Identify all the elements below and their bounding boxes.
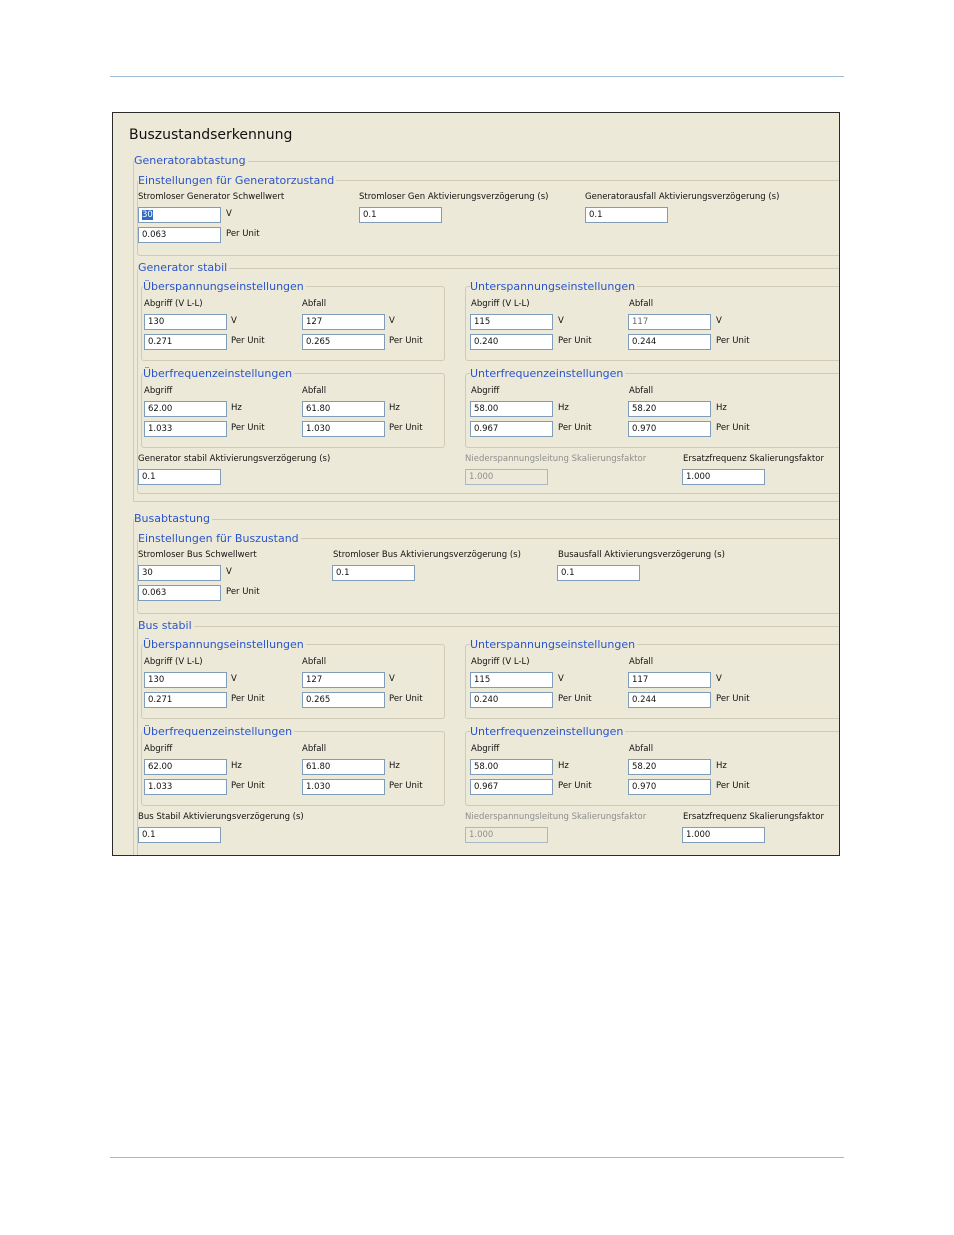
- gen-ov-dropout-v-field[interactable]: 127: [302, 314, 385, 330]
- gen-stable-delay-label: Generator stabil Aktivierungsverzögerung (s): [138, 454, 331, 464]
- gen-ov-dropout-label: Abfall: [302, 299, 327, 309]
- bus-stable-title: Bus stabil: [138, 619, 192, 632]
- gen-of-dropout-label: Abfall: [302, 386, 327, 396]
- bus-stable-delay-label: Bus Stabil Aktivierungsverzögerung (s): [138, 812, 304, 822]
- bus-condition-detection-panel: [112, 112, 840, 856]
- bus-dead-delay-label: Stromloser Bus Aktivierungsverzögerung (s): [333, 550, 521, 560]
- gen-of-pickup-hz-field[interactable]: 62.00: [144, 401, 227, 417]
- unit-hz-label: Hz: [716, 761, 727, 771]
- bus-ov-pickup-label: Abgriff (V L-L): [144, 657, 203, 667]
- unit-per-unit-label: Per Unit: [389, 781, 423, 791]
- bus-section-rule: [209, 519, 840, 520]
- bus-of-dropout-hz-field[interactable]: 61.80: [302, 759, 385, 775]
- unit-v-label: V: [226, 567, 232, 577]
- gen-uv-pickup-label: Abgriff (V L-L): [471, 299, 530, 309]
- unit-per-unit-label: Per Unit: [716, 336, 750, 346]
- bus-dead-delay-field[interactable]: 0.1: [332, 565, 415, 581]
- unit-per-unit-label: Per Unit: [231, 694, 265, 704]
- bus-section-border: [133, 519, 134, 856]
- bus-ov-dropout-pu-field[interactable]: 0.265: [302, 692, 385, 708]
- bus-uf-dropout-pu-field[interactable]: 0.970: [628, 779, 711, 795]
- unit-per-unit-label: Per Unit: [389, 423, 423, 433]
- bus-of-pickup-hz-field[interactable]: 62.00: [144, 759, 227, 775]
- unit-v-label: V: [716, 316, 722, 326]
- bus-uf-dropout-hz-field[interactable]: 58.20: [628, 759, 711, 775]
- unit-per-unit-label: Per Unit: [716, 781, 750, 791]
- gen-lv-scale-label: Niederspannungsleitung Skalierungsfaktor: [465, 454, 647, 464]
- unit-v-label: V: [389, 674, 395, 684]
- unit-per-unit-label: Per Unit: [389, 694, 423, 704]
- unit-per-unit-label: Per Unit: [716, 423, 750, 433]
- bus-uf-title: Unterfrequenzeinstellungen: [470, 725, 624, 738]
- panel-title: Buszustandserkennung: [129, 127, 293, 143]
- gen-uf-pickup-label: Abgriff: [471, 386, 500, 396]
- gen-dead-delay-label: Stromloser Gen Aktivierungsverzögerung (s): [359, 192, 549, 202]
- gen-uv-dropout-v-field[interactable]: 117: [628, 314, 711, 330]
- unit-per-unit-label: Per Unit: [558, 423, 592, 433]
- bus-ov-pickup-pu-field[interactable]: 0.271: [144, 692, 227, 708]
- bus-uv-title: Unterspannungseinstellungen: [470, 638, 636, 651]
- unit-v-label: V: [389, 316, 395, 326]
- bus-uv-pickup-v-field[interactable]: 115: [470, 672, 553, 688]
- gen-uv-dropout-label: Abfall: [629, 299, 654, 309]
- bus-of-dropout-label: Abfall: [302, 744, 327, 754]
- bus-uf-pickup-pu-field[interactable]: 0.967: [470, 779, 553, 795]
- bus-fail-delay-label: Busausfall Aktivierungsverzögerung (s): [558, 550, 725, 560]
- bus-dead-threshold-v-field[interactable]: 30: [138, 565, 221, 581]
- gen-section-title: Generatorabtastung: [134, 154, 246, 167]
- bus-uv-pickup-pu-field[interactable]: 0.240: [470, 692, 553, 708]
- unit-per-unit-label: Per Unit: [558, 781, 592, 791]
- bus-of-pickup-pu-field[interactable]: 1.033: [144, 779, 227, 795]
- unit-hz-label: Hz: [389, 403, 400, 413]
- unit-hz-label: Hz: [389, 761, 400, 771]
- unit-hz-label: Hz: [716, 403, 727, 413]
- bus-ov-pickup-v-field[interactable]: 130: [144, 672, 227, 688]
- bus-state-title: Einstellungen für Buszustand: [138, 532, 299, 545]
- unit-per-unit-label: Per Unit: [226, 229, 260, 239]
- gen-dead-threshold-v-value: 30: [142, 210, 153, 220]
- gen-of-title: Überfrequenzeinstellungen: [143, 367, 293, 380]
- bus-dead-threshold-label: Stromloser Bus Schwellwert: [138, 550, 257, 560]
- unit-v-label: V: [226, 209, 232, 219]
- bus-dead-threshold-pu-field[interactable]: 0.063: [138, 585, 221, 601]
- bus-uv-pickup-label: Abgriff (V L-L): [471, 657, 530, 667]
- gen-altfreq-scale-label: Ersatzfrequenz Skalierungsfaktor: [683, 454, 824, 464]
- gen-uv-dropout-pu-field[interactable]: 0.244: [628, 334, 711, 350]
- gen-fail-delay-label: Generatorausfall Aktivierungsverzögerung (s): [585, 192, 780, 202]
- gen-of-pickup-label: Abgriff: [144, 386, 173, 396]
- gen-uf-pickup-pu-field[interactable]: 0.967: [470, 421, 553, 437]
- bus-uv-dropout-pu-field[interactable]: 0.244: [628, 692, 711, 708]
- bus-of-title: Überfrequenzeinstellungen: [143, 725, 293, 738]
- bus-uf-dropout-label: Abfall: [629, 744, 654, 754]
- gen-state-title: Einstellungen für Generatorzustand: [138, 174, 335, 187]
- bus-uv-dropout-label: Abfall: [629, 657, 654, 667]
- unit-per-unit-label: Per Unit: [558, 694, 592, 704]
- page-footer-rule: [110, 1157, 844, 1158]
- unit-v-label: V: [231, 674, 237, 684]
- gen-fail-delay-field[interactable]: 0.1: [585, 207, 668, 223]
- unit-per-unit-label: Per Unit: [226, 587, 260, 597]
- bus-stable-delay-field[interactable]: 0.1: [138, 827, 221, 843]
- bus-altfreq-scale-field[interactable]: 1.000: [682, 827, 765, 843]
- unit-v-label: V: [558, 674, 564, 684]
- bus-uf-pickup-hz-field[interactable]: 58.00: [470, 759, 553, 775]
- gen-section-bottom: [133, 501, 840, 502]
- unit-per-unit-label: Per Unit: [231, 781, 265, 791]
- unit-per-unit-label: Per Unit: [231, 423, 265, 433]
- gen-uf-dropout-label: Abfall: [629, 386, 654, 396]
- bus-uf-pickup-label: Abgriff: [471, 744, 500, 754]
- gen-uf-dropout-hz-field[interactable]: 58.20: [628, 401, 711, 417]
- gen-ov-pickup-v-field[interactable]: 130: [144, 314, 227, 330]
- unit-hz-label: Hz: [231, 403, 242, 413]
- gen-uf-pickup-hz-field[interactable]: 58.00: [470, 401, 553, 417]
- unit-per-unit-label: Per Unit: [558, 336, 592, 346]
- gen-uv-pickup-v-field[interactable]: 115: [470, 314, 553, 330]
- gen-uv-title: Unterspannungseinstellungen: [470, 280, 636, 293]
- unit-hz-label: Hz: [558, 761, 569, 771]
- page-header-rule: [110, 76, 844, 77]
- gen-of-dropout-hz-field[interactable]: 61.80: [302, 401, 385, 417]
- bus-lv-scale-field[interactable]: 1.000: [465, 827, 548, 843]
- bus-of-dropout-pu-field[interactable]: 1.030: [302, 779, 385, 795]
- gen-ov-title: Überspannungseinstellungen: [143, 280, 304, 293]
- unit-hz-label: Hz: [558, 403, 569, 413]
- gen-section-border: [133, 161, 134, 501]
- bus-ov-dropout-v-field[interactable]: 127: [302, 672, 385, 688]
- unit-v-label: V: [558, 316, 564, 326]
- unit-v-label: V: [716, 674, 722, 684]
- bus-lv-scale-label: Niederspannungsleitung Skalierungsfaktor: [465, 812, 647, 822]
- gen-dead-threshold-v-field[interactable]: [138, 207, 221, 223]
- unit-v-label: V: [231, 316, 237, 326]
- gen-of-pickup-pu-field[interactable]: 1.033: [144, 421, 227, 437]
- gen-dead-delay-field[interactable]: 0.1: [359, 207, 442, 223]
- gen-dead-threshold-pu-field[interactable]: 0.063: [138, 227, 221, 243]
- unit-per-unit-label: Per Unit: [231, 336, 265, 346]
- bus-of-pickup-label: Abgriff: [144, 744, 173, 754]
- gen-uv-pickup-pu-field[interactable]: 0.240: [470, 334, 553, 350]
- gen-altfreq-scale-field[interactable]: 1.000: [682, 469, 765, 485]
- gen-dead-threshold-label: Stromloser Generator Schwellwert: [138, 192, 285, 202]
- gen-ov-pickup-label: Abgriff (V L-L): [144, 299, 203, 309]
- gen-uf-dropout-pu-field[interactable]: 0.970: [628, 421, 711, 437]
- gen-ov-dropout-pu-field[interactable]: 0.265: [302, 334, 385, 350]
- unit-per-unit-label: Per Unit: [389, 336, 423, 346]
- bus-altfreq-scale-label: Ersatzfrequenz Skalierungsfaktor: [683, 812, 824, 822]
- unit-hz-label: Hz: [231, 761, 242, 771]
- gen-ov-pickup-pu-field[interactable]: 0.271: [144, 334, 227, 350]
- bus-fail-delay-field[interactable]: 0.1: [557, 565, 640, 581]
- bus-section-title: Busabtastung: [134, 512, 210, 525]
- gen-uf-title: Unterfrequenzeinstellungen: [470, 367, 624, 380]
- gen-stable-delay-field[interactable]: 0.1: [138, 469, 221, 485]
- gen-stable-title: Generator stabil: [138, 261, 228, 274]
- gen-section-rule: [241, 161, 840, 162]
- gen-of-dropout-pu-field[interactable]: 1.030: [302, 421, 385, 437]
- gen-lv-scale-field[interactable]: 1.000: [465, 469, 548, 485]
- bus-ov-title: Überspannungseinstellungen: [143, 638, 304, 651]
- bus-uv-dropout-v-field[interactable]: 117: [628, 672, 711, 688]
- bus-ov-dropout-label: Abfall: [302, 657, 327, 667]
- unit-per-unit-label: Per Unit: [716, 694, 750, 704]
